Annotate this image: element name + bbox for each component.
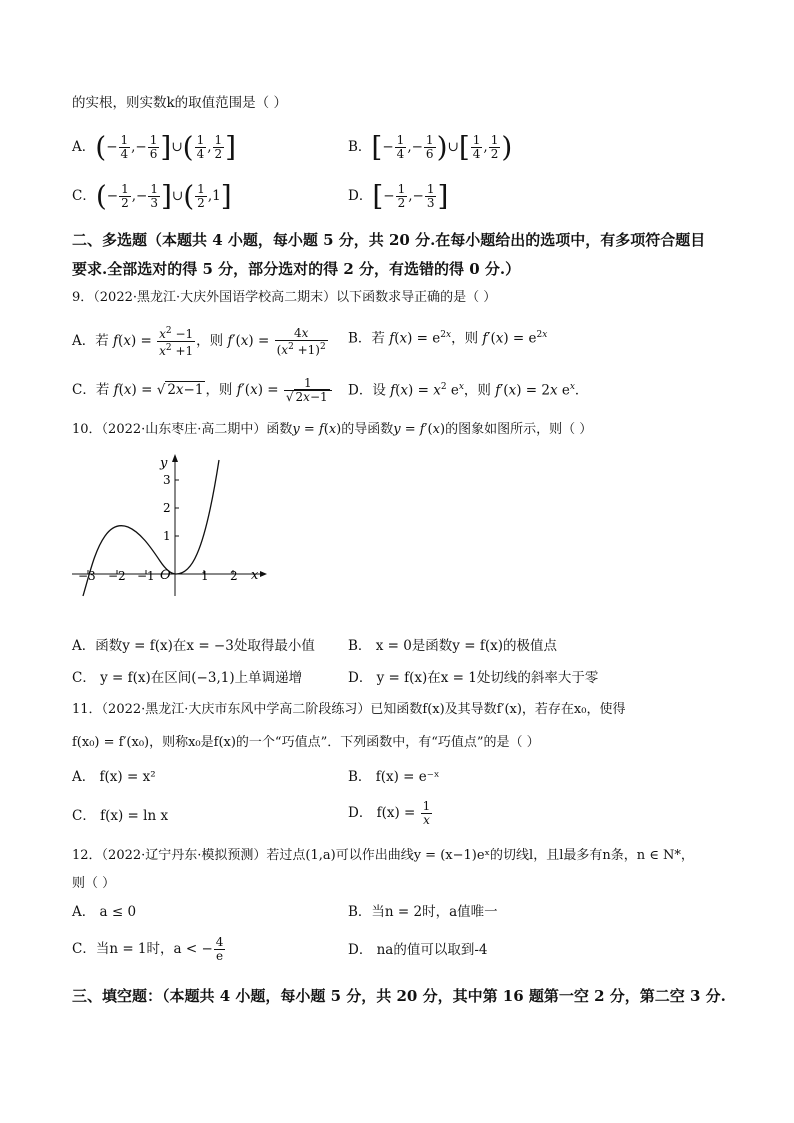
q8-option-d: D．[− $\frac{1}{2}$ ,− $\frac{1}{3}$ ]: [348, 179, 449, 213]
graph-x-label: x: [251, 568, 259, 583]
q11-stem-line2: f(x₀) = f′(x₀)，则称x₀是f(x)的一个“巧值点”．下列函数中，有“巧值点”的是（ ）: [72, 735, 540, 750]
q11-option-d: D． f(x) = $\frac{1}{x}$: [348, 799, 431, 827]
graph-x-tick-neg1: −1: [137, 569, 155, 583]
q8-option-a: A．(− $\frac{1}{4}$ ,− $\frac{1}{6}$ ]∪( $\frac{1}{4}$ , $\frac{1}{2}$ ]: [72, 130, 237, 164]
q12-option-c: C．当n = 1时，a < − $\frac{4}{e}$: [72, 935, 224, 963]
q8-option-b: B．[− $\frac{1}{4}$ ,− $\frac{1}{6}$ )∪[ $\frac{1}{4}$ , $\frac{1}{2}$ ): [348, 130, 513, 164]
q12-option-b: B．当n = 2时，a值唯一: [348, 904, 498, 920]
graph-y-tick-3: 3: [163, 473, 171, 487]
q12-option-d: D． na的值可以取到-4: [348, 942, 488, 958]
q12-option-a: A． a ≤ 0: [72, 904, 137, 920]
q11-stem-line1: 11．（2022·黑龙江·大庆市东风中学高二阶段练习）已知函数f(x)及其导数f′(x)，若存在x₀，使得: [72, 702, 626, 717]
q8-stem-tail: 的实根，则实数k的取值范围是（ ）: [72, 95, 287, 111]
q9-option-c: C．若 f(x) = √ 2x−1 ，则 f′(x) = $\frac{1}{√ 2x-1}$: [72, 377, 333, 404]
q8-option-c: C．(− $\frac{1}{2}$ ,− $\frac{1}{3}$ ]∪( $\frac{1}{2}$ ,1]: [72, 179, 232, 213]
graph-y-tick-1: 1: [163, 529, 171, 543]
section2-heading-line2: 要求.全部选对的得 5 分，部分选对的得 2 分，有选错的得 0 分.）: [72, 260, 521, 278]
q10-option-d: D． y = f(x)在x = 1处切线的斜率大于零: [348, 670, 599, 686]
q10-option-b: B． x = 0是函数y = f(x)的极值点: [348, 638, 557, 654]
q12-stem-line1: 12．（2022·辽宁丹东·模拟预测）若过点(1,a)可以作出曲线y = (x−1)eˣ的切线l，且l最多有n条，n ∈ N*，: [72, 848, 694, 863]
q9-option-b: B．若 $f(x) = e^{2x}$，则 $f'(x) = e^{2x}$: [348, 330, 548, 347]
derivative-graph: [70, 450, 270, 600]
graph-y-tick-2: 2: [163, 501, 171, 515]
graph-origin-label: O: [160, 568, 171, 583]
q11-option-c: C． f(x) = ln x: [72, 808, 169, 824]
graph-x-tick-neg2: −2: [108, 569, 126, 583]
q10-option-a: A．函数y = f(x)在x = −3处取得最小值: [72, 638, 315, 654]
q11-option-b: B． f(x) = e⁻ˣ: [348, 769, 440, 785]
q11-option-a: A． f(x) = x²: [72, 769, 156, 785]
q12-stem-line2: 则（ ）: [72, 876, 116, 891]
section3-heading: 三、填空题：（本题共 4 小题，每小题 5 分，共 20 分，其中第 16 题第一空 2 分，第二空 3 分.: [72, 987, 726, 1005]
graph-y-label: y: [160, 456, 168, 471]
q9-option-a: A．若 f(x) = $\frac{x^2 -1}{x^2 +1}$ ，则 f′(x) = $\frac{4x}{(x^2 +1)^2}$: [72, 325, 326, 358]
q10-stem: 10．（2022·山东枣庄·高二期中）函数y = f(x)的导函数y = f′(x)的图象如图所示，则（ ）: [72, 422, 593, 437]
q9-option-d: D．设 $f(x) = x^2$ $e^x$，则 f′(x) = 2x $e^x$．: [348, 382, 589, 399]
graph-x-tick-1: 1: [201, 569, 209, 583]
section2-heading-line1: 二、多选题（本题共 4 小题，每小题 5 分，共 20 分.在每小题给出的选项中，有多项符合题目: [72, 231, 706, 249]
graph-x-tick-neg3: −3: [78, 569, 96, 583]
q10-option-c: C． y = f(x)在区间(−3,1)上单调递增: [72, 670, 303, 686]
graph-x-tick-2: 2: [230, 569, 238, 583]
q9-stem: 9．（2022·黑龙江·大庆外国语学校高二期末）以下函数求导正确的是（ ）: [72, 290, 497, 305]
